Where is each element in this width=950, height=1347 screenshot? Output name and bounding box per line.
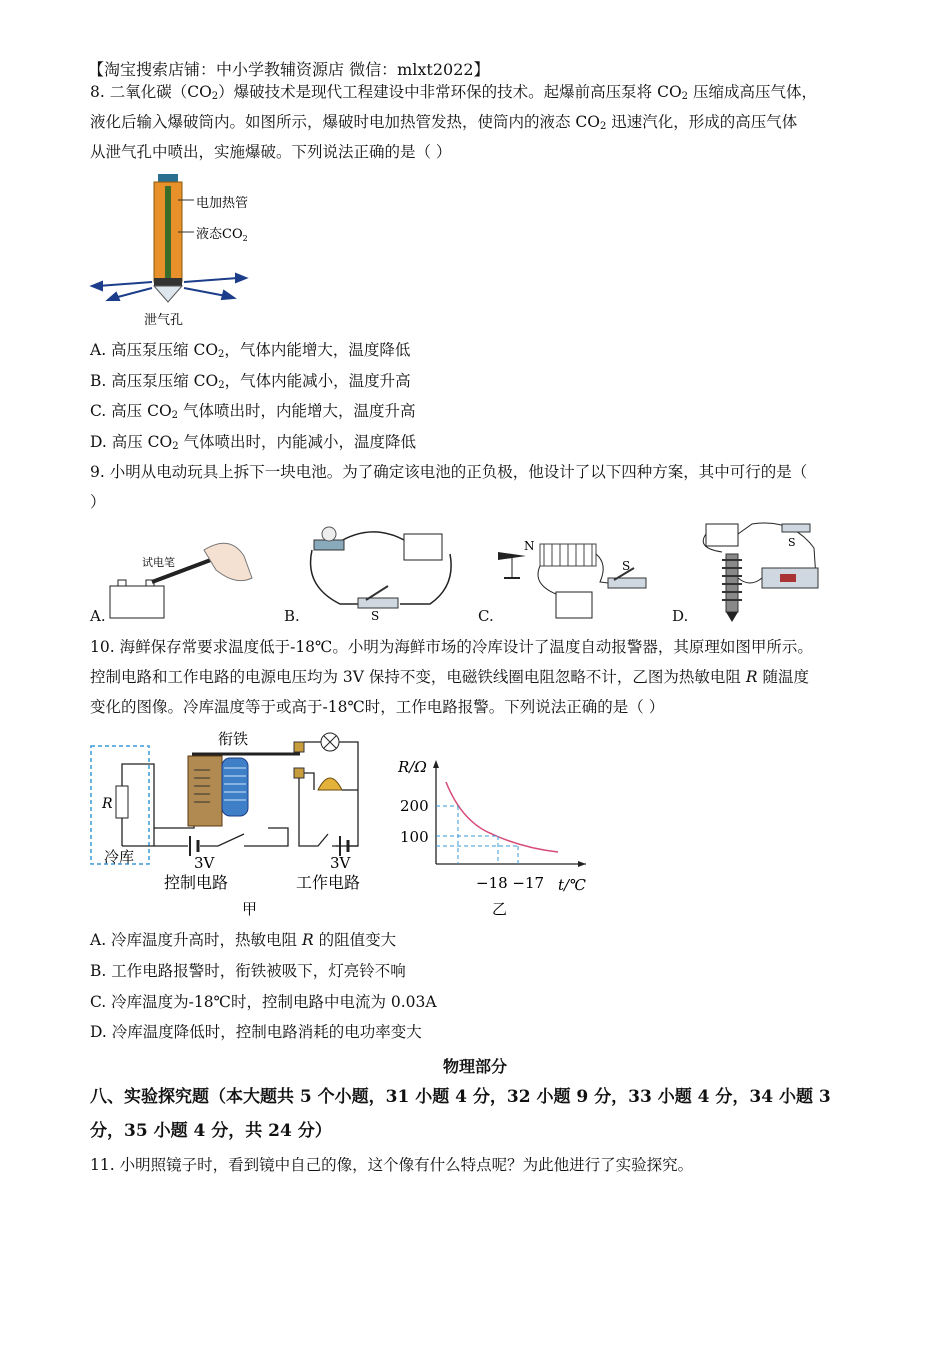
q8-option-a[interactable]: A. 高压泵压缩 $CO_2$，气体内能增大，温度降低: [90, 341, 411, 360]
q9-figure-d-electromagnet: [692, 518, 822, 624]
q9-option-b[interactable]: B.: [284, 607, 300, 625]
q9-figure-a-test-pen: [106, 520, 256, 622]
label-tester: 试电笔: [142, 556, 175, 569]
switch-d: [782, 524, 810, 532]
q8-stem-line2: 液化后输入爆破筒内。如图所示，爆破时电加热管发热，使筒内的液态 $CO_2$ 迅速汽化，形成的高压气体: [90, 113, 798, 132]
label-liquid-co2: 液态$CO_2$: [196, 227, 248, 243]
battery-a: [110, 586, 164, 618]
label-switch-c: S: [622, 559, 631, 573]
graph-tick-x: −18 −17: [476, 874, 545, 892]
q8-option-b[interactable]: B. 高压泵压缩 $CO_2$，气体内能减小，温度升高: [90, 372, 411, 391]
part8-heading-line2: 分，35 小题 4 分，共 24 分）: [90, 1121, 332, 1141]
q8-option-d[interactable]: D. 高压 $CO_2$ 气体喷出时，内能减小，温度降低: [90, 433, 417, 452]
label-cold-storage: 冷库: [104, 848, 135, 866]
armature-frame: [188, 756, 222, 826]
label-work-circuit: 工作电路: [296, 873, 361, 892]
label-north: N: [524, 539, 535, 553]
vent-cone: [154, 286, 182, 302]
q9-figure-b-bulb-circuit: [300, 526, 460, 622]
part8-heading-line1: 八、实验探究题（本大题共 5 个小题，31 小题 4 分，32 小题 9 分，33 小题 4 分，34 小题 3: [90, 1087, 831, 1107]
graph-curve: [446, 782, 558, 852]
bell-icon: [318, 778, 342, 790]
label-vent-hole: 泄气孔: [144, 313, 184, 328]
battery-d: [706, 524, 738, 546]
graph-guides: [436, 806, 518, 864]
q10-option-b[interactable]: B. 工作电路报警时，衔铁被吸下，灯亮铃不响: [90, 962, 406, 980]
bulb-icon: [322, 527, 336, 541]
label-3v-control: 3V: [194, 854, 215, 872]
q10-option-a[interactable]: A. 冷库温度升高时，热敏电阻 R 的阻值变大: [90, 931, 397, 949]
label-control-circuit: 控制电路: [164, 873, 229, 892]
q10-stem-line1: 10. 海鲜保存常要求温度低于-18℃。小明为海鲜市场的冷库设计了温度自动报警器，其原理如图甲所示。: [90, 638, 813, 656]
graph-ylabel: R/Ω: [398, 758, 427, 776]
label-3v-work: 3V: [330, 854, 351, 872]
tube-bottom-band: [154, 278, 182, 286]
switch-b: [358, 598, 398, 608]
label-heater: 电加热管: [196, 196, 249, 211]
q8-option-c[interactable]: C. 高压 $CO_2$ 气体喷出时，内能增大，温度升高: [90, 402, 416, 421]
thermistor: [116, 786, 128, 818]
battery-b: [404, 534, 442, 560]
heater-rod: [165, 186, 171, 280]
q10-stem-line2: 控制电路和工作电路的电源电压均为 3V 保持不变，电磁铁线圈电阻忽略不计，乙图为热敏电阻 R 随温度: [90, 668, 809, 686]
q9-stem-line1: 9. 小明从电动玩具上拆下一块电池。为了确定该电池的正负极，他设计了以下四种方案，其中可行的是（: [90, 463, 808, 481]
label-jia: 甲: [242, 900, 258, 918]
graph-tick-200: 200: [400, 797, 429, 815]
section-title: 物理部分: [442, 1057, 507, 1076]
label-switch-d: S: [788, 536, 796, 549]
q8-stem-line3: 从泄气孔中喷出，实施爆破。下列说法正确的是（ ）: [90, 143, 452, 161]
q8-stem-line1: 8. 二氧化碳$(CO_2)$爆破技术是现代工程建设中非常环保的技术。起爆前高压泵将 $CO_2$ 压缩成高压气体，: [90, 83, 817, 102]
q9-figure-c-solenoid: [496, 534, 656, 622]
q10-option-d[interactable]: D. 冷库温度降低时，控制电路消耗的电功率变大: [90, 1023, 422, 1041]
electromagnet-coil: [222, 758, 248, 816]
q10-stem-line3: 变化的图像。冷库温度等于或高于-18℃时，工作电路报警。下列说法正确的是（ ）: [90, 698, 665, 716]
q9-option-d[interactable]: D.: [672, 607, 689, 625]
label-yi: 乙: [492, 900, 508, 918]
header-ad: 【淘宝搜索店铺：中小学教辅资源店 微信：mlxt2022】: [88, 60, 490, 79]
hand: [204, 543, 252, 580]
co2-blast-tube-figure: [88, 170, 268, 330]
q11-stem: 11. 小明照镜子时，看到镜中自己的像，这个像有什么特点呢？为此他进行了实验探究。: [90, 1156, 694, 1174]
label-thermistor-r: R: [102, 796, 113, 812]
q10-resistance-temperature-graph: [392, 752, 592, 920]
label-armature: 衔铁: [218, 730, 249, 748]
battery-c: [556, 592, 592, 618]
q9-option-c[interactable]: C.: [478, 607, 494, 625]
graph-tick-100: 100: [400, 828, 429, 846]
graph-xlabel: t/℃: [558, 876, 586, 894]
q10-alarm-circuit-figure: [88, 728, 378, 920]
label-switch-b: S: [371, 609, 380, 622]
q9-option-a[interactable]: A.: [90, 607, 106, 625]
q10-option-c[interactable]: C. 冷库温度为-18℃时，控制电路中电流为 0.03A: [90, 993, 437, 1011]
q9-stem-line2: ）: [90, 493, 106, 511]
